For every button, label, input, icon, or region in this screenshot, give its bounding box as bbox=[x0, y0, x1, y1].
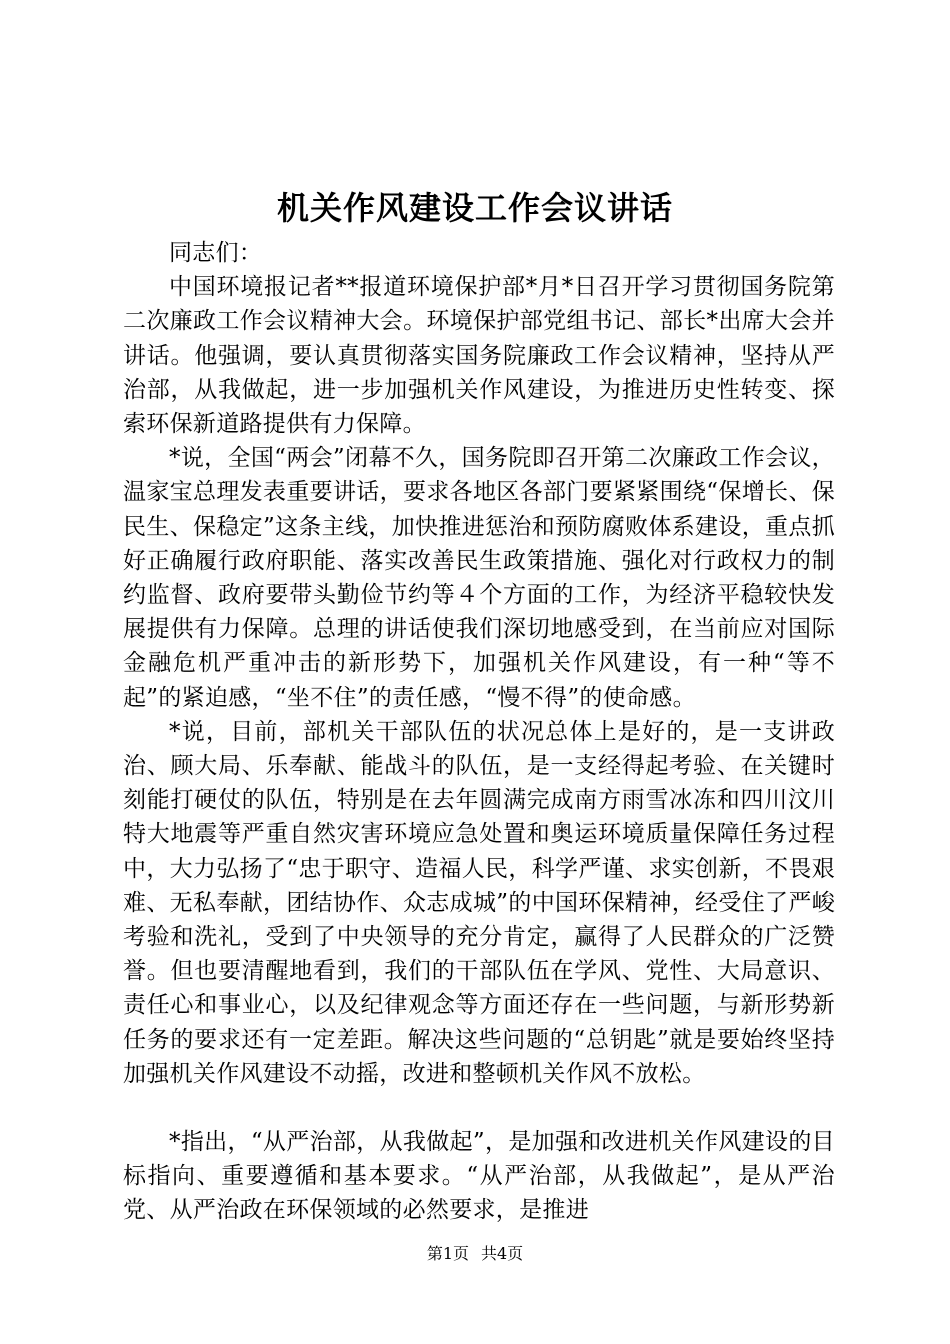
paragraph-3: *说，目前，部机关干部队伍的状况总体上是好的，是一支讲政治、顾大局、乐奉献、能战斗的队伍，是一支经得起考验、在关键时刻能打硬仗的队伍，特别是在去年圆满完成南方雨雪冰冻和四川汶川特大地震等严重自然灾害环境应急处置和奥运环境质量保障任务过程中，大力弘扬了“忠于职守、造福人民，科学严谨、求实创新，不畏艰难、无私奉献，团结协作、众志成城”的中国环保精神，经受住了严峻考验和洗礼，受到了中央领导的充分肯定，赢得了人民群众的广泛赞誉。但也要清醒地看到，我们的干部队伍在学风、党性、大局意识、责任心和事业心，以及纪律观念等方面还存在一些问题，与新形势新任务的要求还有一定差距。解决这些问题的“总钥匙”就是要始终坚持加强机关作风建设不动摇，改进和整顿机关作风不放松。 bbox=[123, 718, 835, 1087]
paragraph-2: *说，全国“两会”闭幕不久，国务院即召开第二次廉政工作会议，温家宝总理发表重要讲话，要求各地区各部门要紧紧围绕“保增长、保民生、保稳定”这条主线，加快推进惩治和预防腐败体系建设，重点抓好正确履行政府职能、落实改善民生政策措施、强化对行政权力的制约监督、政府要带头勤俭节约等４个方面的工作，为经济平稳较快发展提供有力保障。总理的讲话使我们深切地感受到，在当前应对国际金融危机严重冲击的新形势下，加强机关作风建设，有一种“等不起”的紧迫感，“坐不住”的责任感，“慢不得”的使命感。 bbox=[123, 445, 835, 711]
document-body bbox=[123, 236, 835, 1228]
salutation: 同志们： bbox=[169, 240, 263, 266]
page-footer bbox=[0, 1243, 950, 1265]
paragraph-1: 中国环境报记者**报道环境保护部*月*日召开学习贯彻国务院第二次廉政工作会议精神大会。环境保护部党组书记、部长*出席大会并讲话。他强调，要认真贯彻落实国务院廉政工作会议精神，坚持从严治部，从我做起，进一步加强机关作风建设，为推进历史性转变、探索环保新道路提供有力保障。 bbox=[123, 274, 835, 438]
page-total: 共4页 bbox=[481, 1244, 524, 1263]
document-title: 机关作风建设工作会议讲话 bbox=[276, 189, 673, 227]
page-number: 第1页 bbox=[426, 1244, 469, 1263]
paragraph-4: *指出，“从严治部，从我做起”，是加强和改进机关作风建设的目标指向、重要遵循和基本要求。“从严治部，从我做起”，是从严治党、从严治政在环保领域的必然要求，是推进 bbox=[123, 1129, 835, 1224]
